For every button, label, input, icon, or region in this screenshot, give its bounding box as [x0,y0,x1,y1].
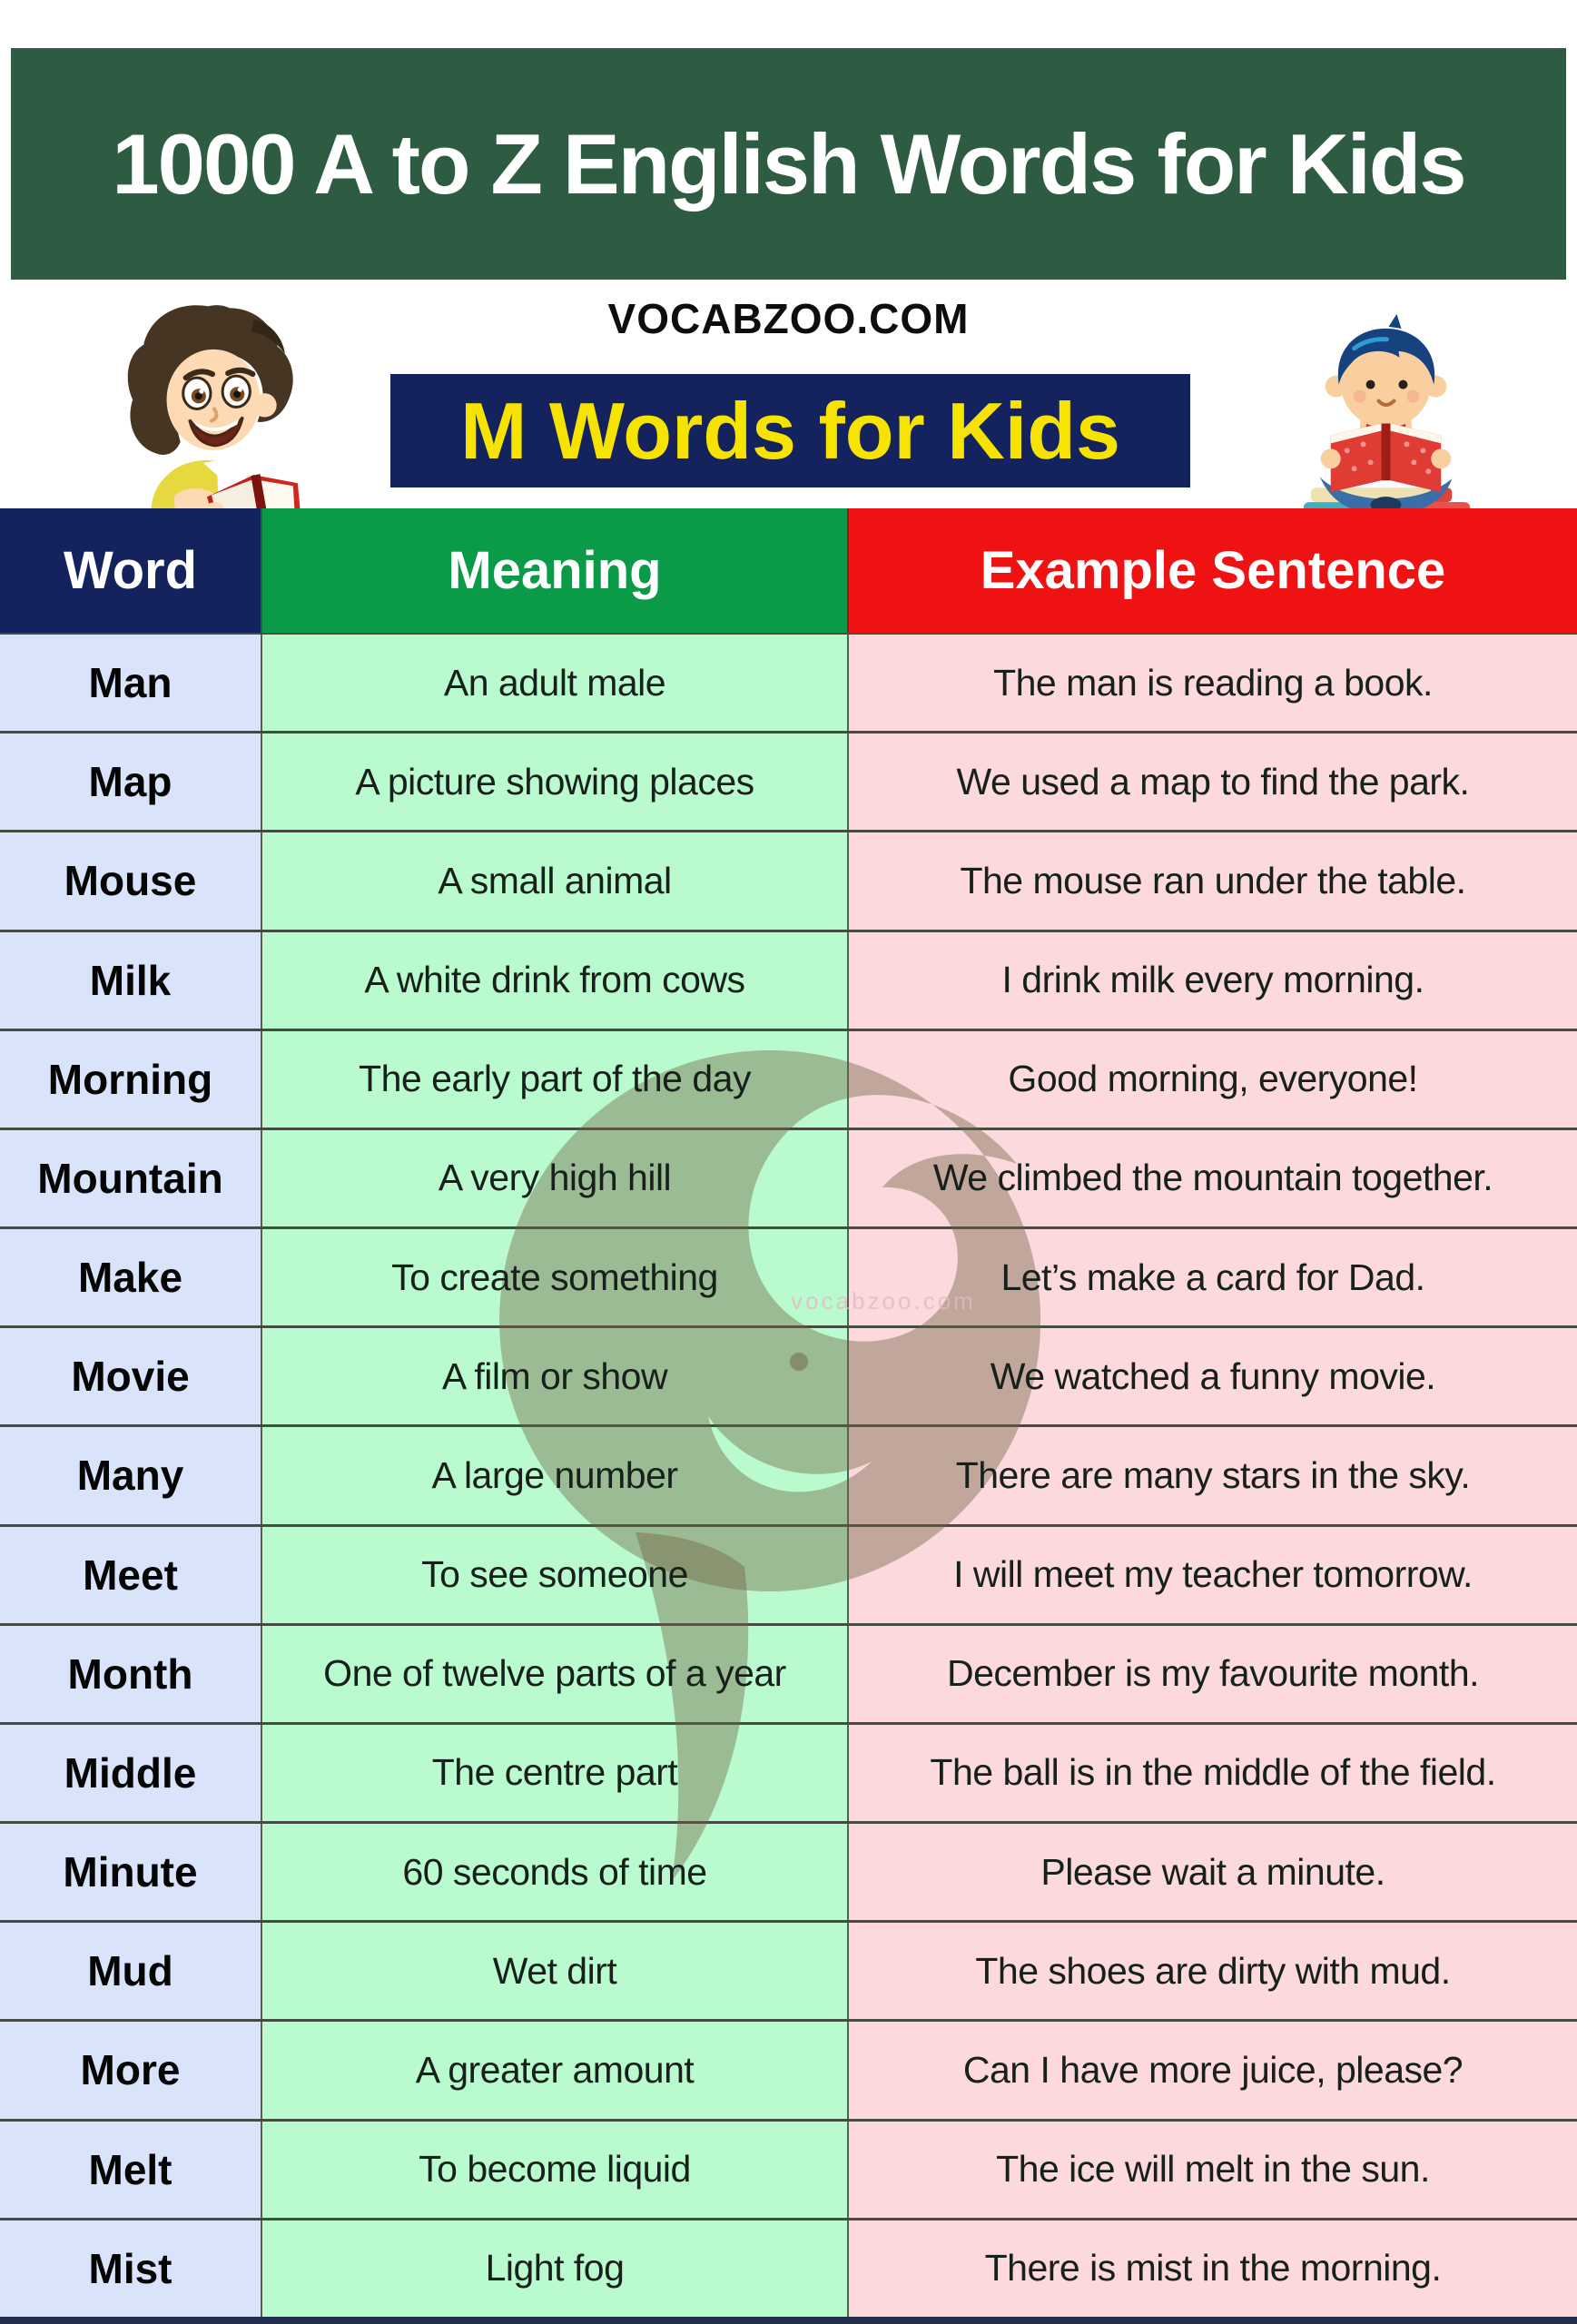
meaning-cell [261,1328,847,1424]
example-cell [847,2122,1577,2218]
example-cell [847,1923,1577,2019]
word-text: Middle [64,1748,197,1797]
word-cell [0,2022,261,2118]
word-text: Many [76,1452,184,1500]
word-cell [0,1130,261,1226]
word-cell [0,1626,261,1722]
meaning-text: A white drink from cows [364,959,745,1001]
meaning-cell [261,832,847,929]
example-cell [847,734,1577,830]
page-title: 1000 A to Z English Words for Kids [112,115,1465,212]
example-text: We watched a funny movie. [990,1354,1436,1397]
table-row [0,1722,1577,1821]
word-text: Movie [71,1353,190,1401]
meaning-text: A greater amount [415,2048,695,2091]
hand [1431,448,1451,468]
watermark-text: vocabzoo.com [791,1287,976,1315]
meaning-cell [261,1527,847,1623]
example-cell [847,1824,1577,1920]
table-row [0,633,1577,731]
blush [1354,390,1366,403]
meaning-cell [261,1427,847,1523]
example-text: The man is reading a book. [993,661,1433,704]
meaning-text: A small animal [438,859,672,901]
eye-right [1398,380,1407,389]
word-cell [0,2122,261,2218]
example-text: The mouse ran under the table. [960,859,1466,901]
example-text: Let’s make a card for Dad. [1000,1256,1425,1298]
example-cell [847,2221,1577,2317]
meaning-text: Wet dirt [492,1949,617,1992]
vocab-table [0,508,1577,2324]
meaning-cell [261,1130,847,1226]
meaning-text: An adult male [443,661,666,704]
example-cell [847,2022,1577,2118]
meaning-cell [261,734,847,830]
example-text: The ball is in the middle of the field. [930,1751,1496,1794]
example-text: December is my favourite month. [946,1652,1480,1695]
letter-banner [390,374,1190,487]
word-cell [0,1328,261,1424]
table-header-row [0,508,1577,633]
glint-right [238,388,242,392]
word-text: Make [77,1254,183,1302]
table-row [0,1821,1577,1920]
example-cell [847,1626,1577,1722]
example-cell [847,1427,1577,1523]
meaning-text: Light fog [485,2247,625,2290]
word-cell [0,734,261,830]
example-text: I drink milk every morning. [1001,959,1424,1001]
table-row [0,1029,1577,1128]
table-row [0,830,1577,929]
boy-on-book-stack-illustration [1282,301,1489,532]
example-cell [847,635,1577,731]
word-cell [0,832,261,929]
example-cell [847,1229,1577,1325]
table-row [0,1226,1577,1325]
meaning-text: A film or show [441,1354,668,1397]
example-cell [847,932,1577,1029]
table-row [0,2218,1577,2317]
example-text: The shoes are dirty with mud. [975,1949,1451,1992]
hair-spike [1388,314,1401,329]
header-example-sentence [847,508,1577,633]
eye-left [1366,380,1375,389]
word-cell [0,1527,261,1623]
word-text: Mountain [37,1154,223,1202]
table-row [0,930,1577,1029]
example-text: I will meet my teacher tomorrow. [953,1553,1473,1596]
word-text: Minute [63,1848,198,1896]
example-text: There is mist in the morning. [984,2247,1442,2290]
meaning-cell [261,2122,847,2218]
word-text: More [80,2046,181,2094]
word-cell [0,635,261,731]
meaning-cell [261,1031,847,1128]
word-cell [0,1427,261,1523]
meaning-text: The centre part [431,1751,678,1794]
example-cell [847,1328,1577,1424]
table-row [0,1920,1577,2019]
meaning-text: A picture showing places [355,760,754,803]
meaning-cell [261,635,847,731]
word-text: Map [88,758,172,806]
boy-reading-book-illustration [116,300,309,527]
table-row [0,2019,1577,2118]
meaning-cell [261,1923,847,2019]
table-row [0,1424,1577,1523]
meaning-text: One of twelve parts of a year [323,1652,786,1695]
word-cell [0,1824,261,1920]
meaning-cell [261,2022,847,2118]
table-row [0,2119,1577,2218]
word-cell [0,1923,261,2019]
meaning-text: To create something [391,1256,718,1298]
book-spine [1382,423,1391,480]
meaning-text: A very high hill [438,1157,672,1199]
header-meaning-label: Meaning [448,541,662,600]
word-text: Mouse [64,857,197,905]
meaning-text: To see someone [421,1553,688,1596]
meaning-cell [261,1824,847,1920]
letter-banner-label: M Words for Kids [460,385,1120,476]
title-banner [11,48,1566,280]
word-text: Month [67,1649,193,1698]
word-cell [0,1725,261,1821]
table-row [0,1128,1577,1226]
meaning-cell [261,1229,847,1325]
example-cell [847,1130,1577,1226]
word-text: Milk [89,956,172,1004]
table-row [0,1524,1577,1623]
example-cell [847,1527,1577,1623]
word-text: Mud [87,1947,173,1995]
example-text: We used a map to find the park. [956,760,1470,803]
word-cell [0,1229,261,1325]
example-text: The ice will melt in the sun. [996,2148,1430,2191]
word-text: Melt [88,2145,172,2193]
example-text: Please wait a minute. [1040,1850,1385,1893]
meaning-cell [261,932,847,1029]
blush [1406,390,1419,403]
example-cell [847,1725,1577,1821]
meaning-text: The early part of the day [359,1058,751,1100]
word-cell [0,2221,261,2317]
table-body [0,633,1577,2317]
example-text: We climbed the mountain together. [932,1157,1493,1199]
example-cell [847,832,1577,929]
example-text: Can I have more juice, please? [962,2048,1464,2091]
meaning-cell [261,1626,847,1722]
example-cell [847,1031,1577,1128]
word-text: Morning [47,1055,213,1103]
header-meaning [261,508,847,633]
meaning-text: A large number [431,1453,678,1496]
word-cell [0,1031,261,1128]
table-row [0,1325,1577,1424]
word-cell [0,932,261,1029]
meaning-text: 60 seconds of time [402,1850,707,1893]
table-row [0,1623,1577,1722]
header-example-label: Example Sentence [980,541,1446,600]
glint-left [199,389,203,394]
header-word-label: Word [63,541,198,600]
meaning-cell [261,2221,847,2317]
example-text: There are many stars in the sky. [955,1453,1471,1496]
table-row [0,731,1577,830]
hand [1321,448,1341,468]
meaning-text: To become liquid [419,2148,691,2191]
example-text: Good morning, everyone! [1008,1058,1418,1100]
word-text: Meet [83,1551,178,1599]
header-word [0,508,261,633]
site-name: VOCABZOO.COM [607,295,970,342]
meaning-cell [261,1725,847,1821]
table-bottom-bar [0,2317,1577,2324]
word-text: Mist [88,2244,172,2292]
word-text: Man [88,659,172,707]
